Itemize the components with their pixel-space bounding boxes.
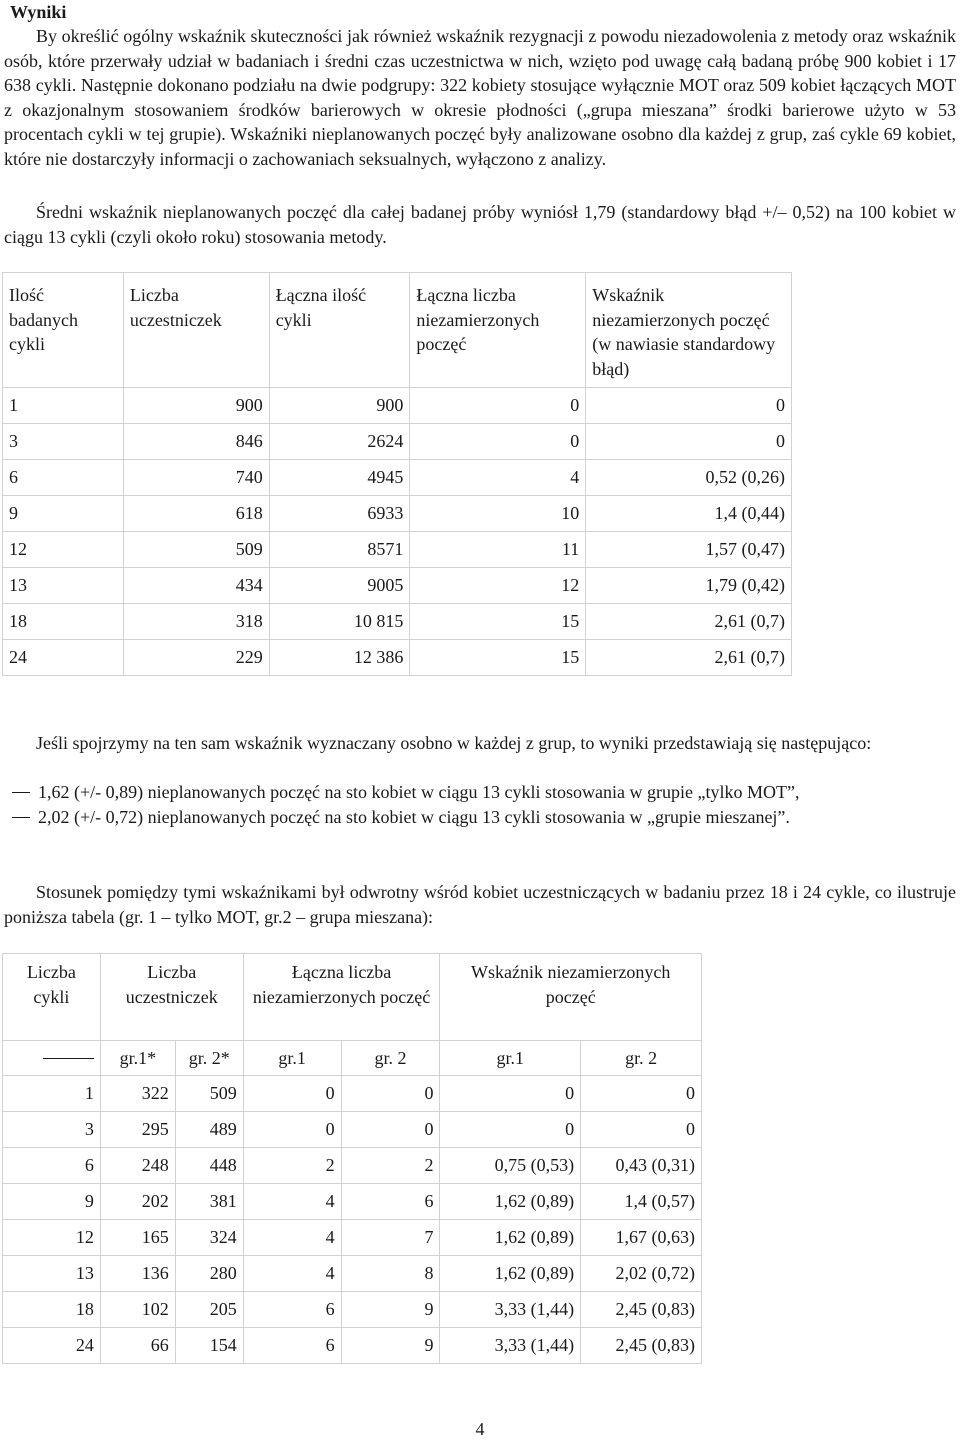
table-cell: 12: [410, 568, 586, 604]
table-cell: 2: [341, 1148, 440, 1184]
table-cell: 6: [3, 1148, 101, 1184]
table-cell: 0: [243, 1112, 341, 1148]
table-cell: 3: [3, 1112, 101, 1148]
table-cell: 448: [175, 1148, 243, 1184]
table-cell: 2: [243, 1148, 341, 1184]
table-cell: 12: [3, 1220, 101, 1256]
table-cell: 280: [175, 1256, 243, 1292]
table-cell: 2,61 (0,7): [586, 604, 792, 640]
table-cell: 0,43 (0,31): [581, 1148, 702, 1184]
table-cell: 3,33 (1,44): [440, 1328, 581, 1364]
table-row: [3, 568, 792, 604]
table-cell: 4: [243, 1256, 341, 1292]
table-header-cell: Wskaźnik niezamierzonych poczęć: [440, 954, 702, 1041]
table-cell: 3: [3, 424, 124, 460]
table-cell: 9: [3, 496, 124, 532]
table-cell: 11: [410, 532, 586, 568]
table-cell: 1,57 (0,47): [586, 532, 792, 568]
table-cell: 3,33 (1,44): [440, 1292, 581, 1328]
paragraph-intro: By określić ogólny wskaźnik skuteczności jak również wskaźnik rezygnacji z powodu niezadowolenia z metody oraz wskaźnik osób, które przerwały udział w badaniach i średni czas uczestnictwa w nich, wzięto pod uwagę całą badaną próbę 900 kobiet i 17 638 cykli. Następnie dokonano podziału na dwie podgrupy: 322 kobiety stosujące wyłącznie MOT oraz 509 kobiet łączących MOT z okazjonalnym stosowaniem środków barierowych w okresie płodności („grupa mieszana” środki barierowe użyto w 53 procentach cykli w tej grupie). Wskaźniki nieplanowanych poczęć były analizowane osobno dla każdej z grup, zaś cykle 69 kobiet, które nie dostarczyły informacji o zachowaniach seksualnych, wyłączono z analizy.: [4, 26, 956, 169]
table-cell: 8: [341, 1256, 440, 1292]
table-cell: 12: [3, 532, 124, 568]
table-cell: 1,4 (0,44): [586, 496, 792, 532]
table-cell: 0: [410, 424, 586, 460]
table-cell: 6: [3, 460, 124, 496]
table-cell: 4945: [269, 460, 410, 496]
table-row: [3, 1220, 702, 1256]
table-row: [3, 1256, 702, 1292]
dash-mark: [43, 1058, 94, 1059]
table-subheader-cell: gr. 2: [341, 1041, 440, 1076]
table-cell: 0: [410, 388, 586, 424]
table-cell: 0,52 (0,26): [586, 460, 792, 496]
table-cell: 202: [100, 1184, 175, 1220]
table-cell: 6933: [269, 496, 410, 532]
table-cell: 4: [243, 1220, 341, 1256]
table-cell: 0: [341, 1112, 440, 1148]
list-item: [4, 805, 956, 830]
table-cell: 509: [175, 1076, 243, 1112]
table-cell: 9005: [269, 568, 410, 604]
table-cell: 9: [3, 1184, 101, 1220]
table-cell: 24: [3, 1328, 101, 1364]
results-table-overall: [2, 272, 792, 676]
table-cell: 0: [586, 424, 792, 460]
table-cell: 229: [123, 640, 269, 676]
table-cell: 1,62 (0,89): [440, 1184, 581, 1220]
table-cell: 2,02 (0,72): [581, 1256, 702, 1292]
table-cell: 6: [243, 1292, 341, 1328]
table-cell: 900: [123, 388, 269, 424]
table-row: [3, 1184, 702, 1220]
table-cell: 489: [175, 1112, 243, 1148]
table-cell: 9: [341, 1328, 440, 1364]
table-header-cell: Liczba cykli: [3, 954, 101, 1041]
table-subheader-row: [3, 1041, 702, 1076]
table-subheader-cell: gr.1: [243, 1041, 341, 1076]
table-cell: 18: [3, 1292, 101, 1328]
table-cell: 0: [243, 1076, 341, 1112]
table-cell: 1: [3, 1076, 101, 1112]
table-cell: 10: [410, 496, 586, 532]
dash-bullet-icon: [12, 817, 30, 818]
table-cell: 154: [175, 1328, 243, 1364]
table-header-cell: Łączna ilość cykli: [269, 273, 410, 388]
table-cell: 1,67 (0,63): [581, 1220, 702, 1256]
table-row: [3, 1148, 702, 1184]
table-cell: 0: [440, 1076, 581, 1112]
table-header-row: [3, 954, 702, 1041]
table-cell: 13: [3, 1256, 101, 1292]
table-row: [3, 424, 792, 460]
table-row: [3, 496, 792, 532]
section-title: Wyniki: [10, 2, 67, 22]
table-cell: 18: [3, 604, 124, 640]
table-cell: 1,4 (0,57): [581, 1184, 702, 1220]
table-cell: 7: [341, 1220, 440, 1256]
table-cell: 1,62 (0,89): [440, 1256, 581, 1292]
results-table-by-group: [2, 953, 702, 1364]
table-cell: 165: [100, 1220, 175, 1256]
paragraph-mean-rate: Średni wskaźnik nieplanowanych poczęć dla całej badanej próby wyniósł 1,79 (standardowy błąd +/– 0,52) na 100 kobiet w ciągu 13 cykli (czyli około roku) stosowania metody.: [4, 202, 956, 247]
table-cell: 15: [410, 604, 586, 640]
table-header-cell: Wskaźnik niezamierzonych poczęć (w nawiasie standardowy błąd): [586, 273, 792, 388]
table-cell: 295: [100, 1112, 175, 1148]
table-cell: 2,45 (0,83): [581, 1328, 702, 1364]
table-header-cell: Łączna liczba niezamierzonych poczęć: [410, 273, 586, 388]
table-row: [3, 532, 792, 568]
table-cell: 66: [100, 1328, 175, 1364]
table-cell: 900: [269, 388, 410, 424]
table-cell: 1: [3, 388, 124, 424]
table-header-cell: Liczba uczestniczek: [100, 954, 243, 1041]
table-row: [3, 604, 792, 640]
table-cell: 0: [341, 1076, 440, 1112]
table-row: [3, 1076, 702, 1112]
table-cell: 24: [3, 640, 124, 676]
table-cell: 2,45 (0,83): [581, 1292, 702, 1328]
table-cell: 6: [341, 1184, 440, 1220]
table-cell: 381: [175, 1184, 243, 1220]
table-cell: 322: [100, 1076, 175, 1112]
table-cell: 12 386: [269, 640, 410, 676]
table-cell: 6: [243, 1328, 341, 1364]
table-row: [3, 1292, 702, 1328]
table-cell: 740: [123, 460, 269, 496]
table-subheader-cell: gr.1*: [100, 1041, 175, 1076]
table-cell: 434: [123, 568, 269, 604]
list-item-text: 2,02 (+/- 0,72) nieplanowanych poczęć na sto kobiet w ciągu 13 cykli stosowania w „grupie mieszanej”.: [38, 806, 790, 827]
table-cell: 846: [123, 424, 269, 460]
table-cell: 10 815: [269, 604, 410, 640]
table-cell: 4: [243, 1184, 341, 1220]
dash-bullet-icon: [12, 792, 30, 793]
table-cell: 1,79 (0,42): [586, 568, 792, 604]
paragraph-ratio: Stosunek pomiędzy tymi wskaźnikami był odwrotny wśród kobiet uczestniczących w badaniu przez 18 i 24 cykle, co ilustruje poniższa tabela (gr. 1 – tylko MOT, gr.2 – grupa mieszana):: [4, 882, 956, 927]
table-cell: 324: [175, 1220, 243, 1256]
table-cell: 9: [341, 1292, 440, 1328]
table-cell: 2624: [269, 424, 410, 460]
table-subheader-cell: gr. 2*: [175, 1041, 243, 1076]
table-cell: 618: [123, 496, 269, 532]
table-cell: 0,75 (0,53): [440, 1148, 581, 1184]
table-row: [3, 1328, 702, 1364]
table-subheader-cell: gr. 2: [581, 1041, 702, 1076]
empty-dash-cell: [3, 1041, 101, 1076]
table-cell: 509: [123, 532, 269, 568]
page-number: 4: [475, 1419, 485, 1439]
table-subheader-cell: gr.1: [440, 1041, 581, 1076]
table-cell: 15: [410, 640, 586, 676]
list-item-text: 1,62 (+/- 0,89) nieplanowanych poczęć na sto kobiet w ciągu 13 cykli stosowania w grupie „tylko MOT”,: [38, 782, 800, 802]
table-cell: 8571: [269, 532, 410, 568]
table-row: [3, 1112, 702, 1148]
table-cell: 248: [100, 1148, 175, 1184]
table-cell: 0: [581, 1076, 702, 1112]
paragraph-groups-intro: Jeśli spojrzymy na ten sam wskaźnik wyznaczany osobno w każdej z grup, to wyniki przedstawiają się następująco:: [36, 733, 872, 753]
table-cell: 0: [581, 1112, 702, 1148]
table-cell: 13: [3, 568, 124, 604]
table-row: [3, 640, 792, 676]
table-row: [3, 388, 792, 424]
table-cell: 102: [100, 1292, 175, 1328]
table-row: [3, 460, 792, 496]
table-header-row: [3, 273, 792, 388]
table-header-cell: Łączna liczba niezamierzonych poczęć: [243, 954, 440, 1041]
table-header-cell: Ilość badanych cykli: [3, 273, 124, 388]
table-header-cell: Liczba uczestniczek: [123, 273, 269, 388]
table-cell: 318: [123, 604, 269, 640]
table-cell: 136: [100, 1256, 175, 1292]
results-list: [4, 780, 956, 829]
table-cell: 0: [586, 388, 792, 424]
table-cell: 4: [410, 460, 586, 496]
table-cell: 2,61 (0,7): [586, 640, 792, 676]
table-cell: 205: [175, 1292, 243, 1328]
table-cell: 1,62 (0,89): [440, 1220, 581, 1256]
list-item: [4, 780, 956, 805]
table-cell: 0: [440, 1112, 581, 1148]
